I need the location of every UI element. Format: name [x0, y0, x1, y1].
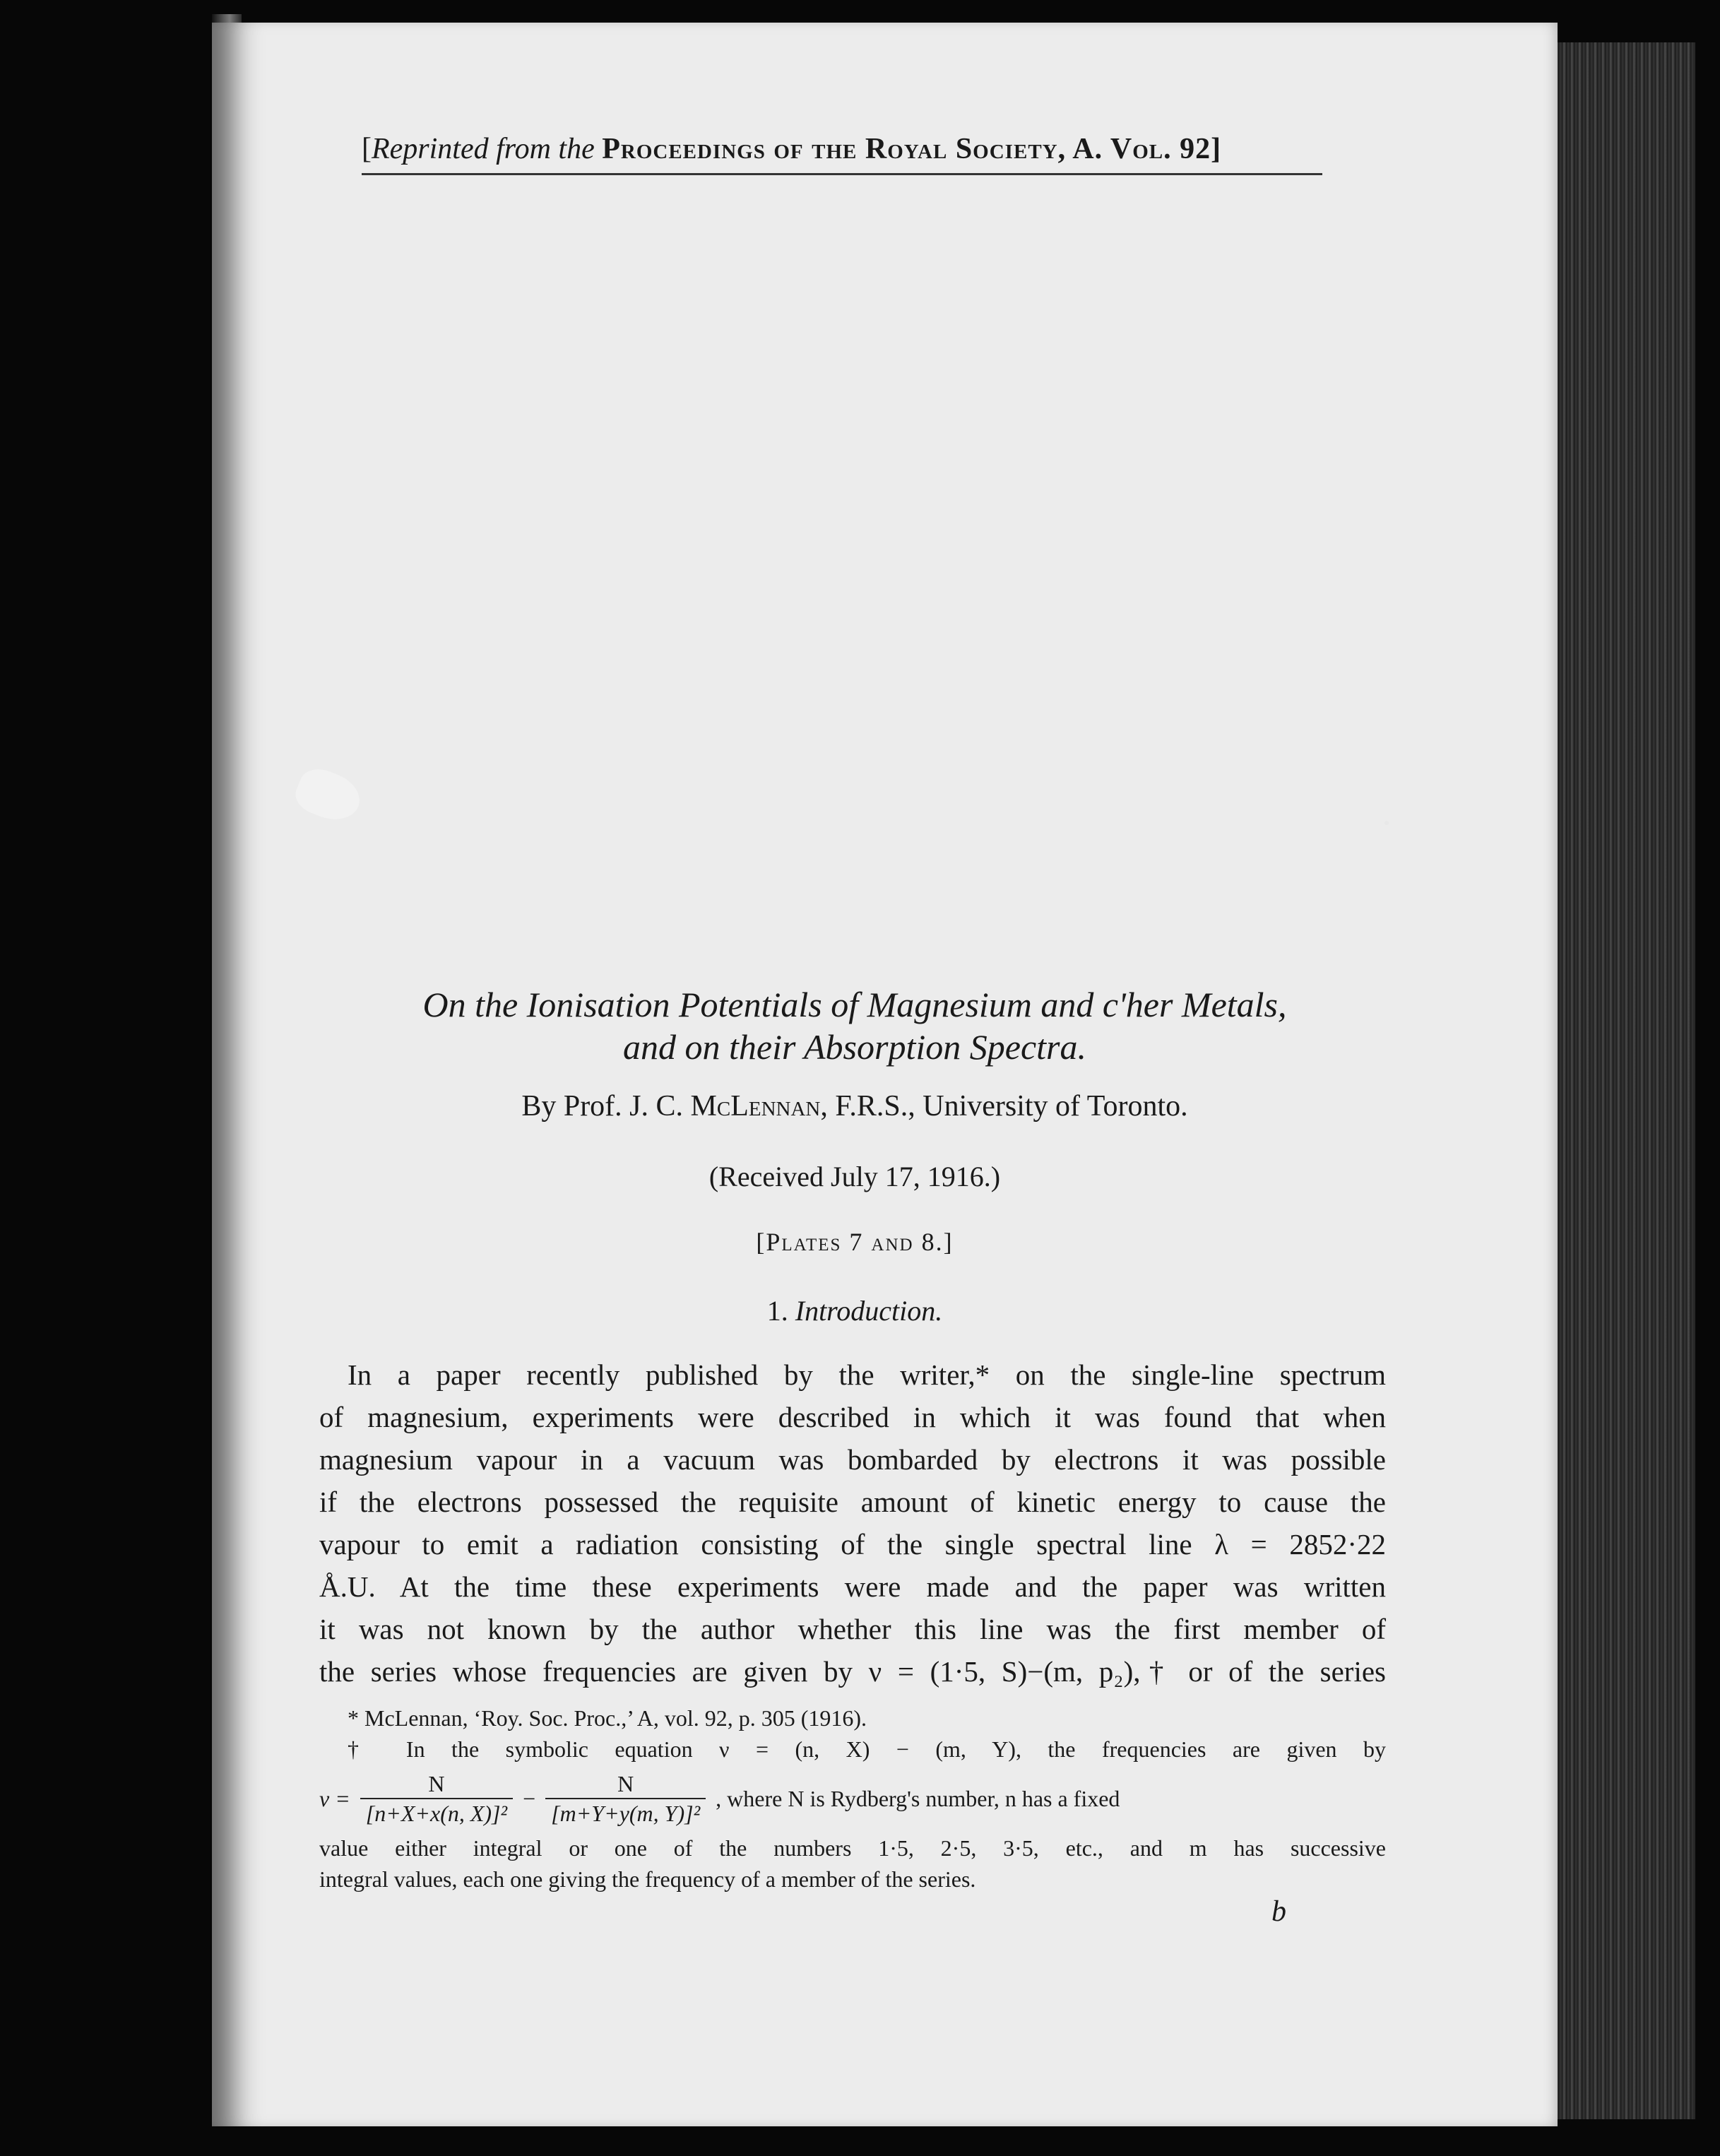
- header-volume: , A. Vol. 92]: [1057, 133, 1222, 165]
- body-line: vapour to emit a radiation consisting of the single spectral line λ = 2852·22: [319, 1528, 1386, 1560]
- footnote-2: † In the symbolic equation ν = (n, X) − (m, Y), the frequencies are given by: [348, 1736, 1386, 1762]
- body-line: Å.U. At the time these experiments were made and the paper was written: [319, 1570, 1386, 1603]
- document-page: [212, 23, 1558, 2126]
- footnote-1: * McLennan, ‘Roy. Soc. Proc.,’ A, vol. 92, p. 305 (1916).: [348, 1705, 867, 1731]
- reprint-header: [362, 132, 1322, 175]
- paper-blemish: [290, 762, 366, 828]
- header-bracket: [: [362, 133, 372, 165]
- paper-speck: [1384, 821, 1389, 825]
- section-heading: [353, 1294, 1356, 1327]
- byline-prefix: By Prof. J. C.: [521, 1090, 684, 1123]
- body-line: magnesium vapour in a vacuum was bombarded by electrons it was possible: [319, 1443, 1386, 1476]
- footnotes: [319, 1702, 1386, 1895]
- page-signature-letter: b: [1271, 1895, 1286, 1928]
- formula-fraction-2: [545, 1770, 706, 1828]
- byline-affiliation: , F.R.S., University of Toronto.: [820, 1090, 1188, 1123]
- body-line: the series whose frequencies are given by ν = (1·5, S)−(m, p₂),† or of the series: [319, 1655, 1386, 1688]
- plates-note: [Plates 7 and 8.]: [756, 1228, 954, 1256]
- body-line: it was not known by the author whether this line was the first member of: [319, 1613, 1386, 1645]
- fraction-numerator: N: [428, 1771, 445, 1796]
- formula-lhs: ν =: [319, 1786, 350, 1811]
- body-line: In a paper recently published by the writer,* on the single-line spectrum: [348, 1358, 1386, 1391]
- formula-fraction-1: [360, 1770, 513, 1828]
- header-journal: Proceedings of the Royal Society: [602, 133, 1058, 165]
- page-edges: [1550, 42, 1695, 2119]
- body-line: of magnesium, experiments were described in which it was found that when: [319, 1401, 1386, 1433]
- formula-minus: −: [523, 1786, 536, 1811]
- section-number: 1.: [766, 1295, 788, 1327]
- paper-title: [353, 983, 1356, 1068]
- fraction-denominator: [m+Y+y(m, Y)]²: [545, 1798, 706, 1828]
- received-date: (Received July 17, 1916.): [708, 1161, 1001, 1192]
- title-line-2: and on their Absorption Spectra.: [622, 1027, 1086, 1067]
- fraction-denominator: [n+X+x(n, X)]²: [360, 1798, 513, 1828]
- body-line: if the electrons possessed the requisite amount of kinetic energy to cause the: [319, 1486, 1386, 1518]
- formula-tail: , where N is Rydberg's number, n has a fixed: [716, 1786, 1120, 1811]
- header-reprinted: Reprinted from the: [372, 133, 595, 165]
- body-text: [319, 1354, 1386, 1693]
- byline: [353, 1089, 1356, 1123]
- footnote-3: value either integral or one of the numbers 1·5, 2·5, 3·5, etc., and m has successive: [319, 1835, 1386, 1861]
- author-name: McLennan: [690, 1090, 821, 1123]
- footnote-4: integral values, each one giving the frequency of a member of the series.: [319, 1866, 976, 1892]
- footnote-formula: [319, 1765, 1386, 1832]
- fraction-numerator: N: [617, 1771, 634, 1796]
- title-line-1: On the Ionisation Potentials of Magnesium and c'her Metals,: [422, 985, 1287, 1024]
- section-title: Introduction.: [795, 1295, 943, 1327]
